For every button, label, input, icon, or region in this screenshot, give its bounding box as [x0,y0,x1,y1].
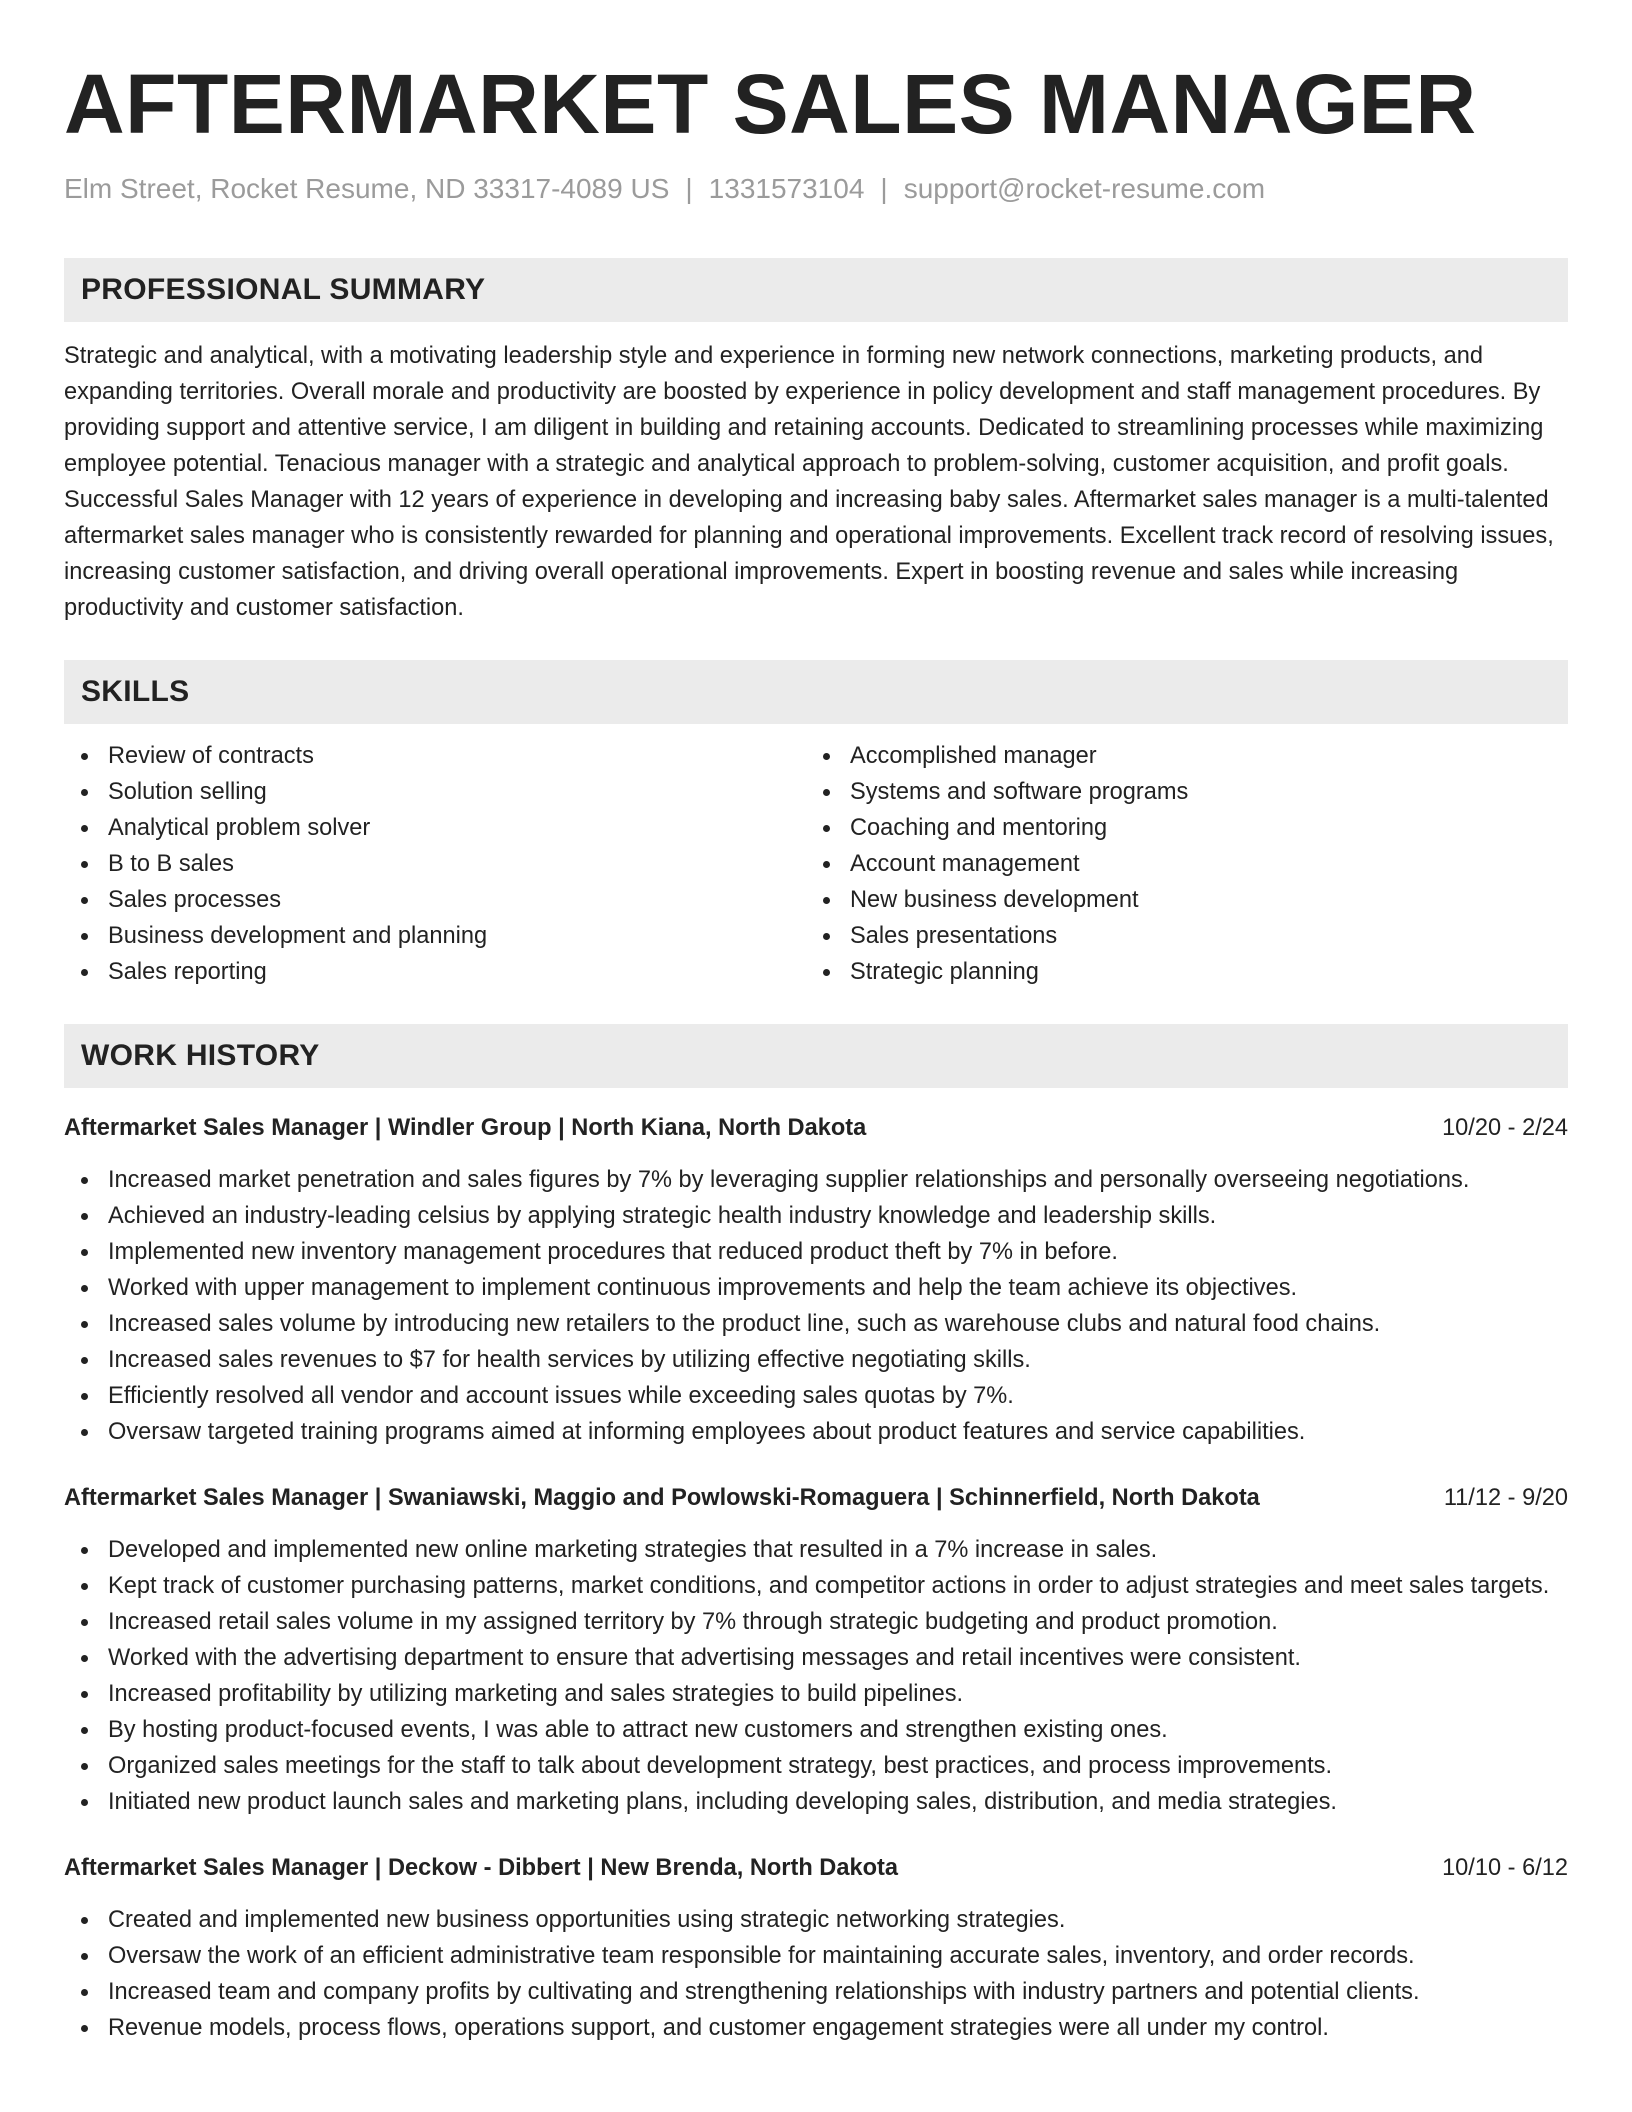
job-bullet: Revenue models, process flows, operations support, and customer engagement strategies were all under my control. [64,2010,1568,2046]
skill-item: Systems and software programs [806,774,1548,810]
job-bullet: Organized sales meetings for the staff to talk about development strategy, best practices, and process improvements. [64,1748,1568,1784]
job-bullet: Increased retail sales volume in my assigned territory by 7% through strategic budgeting and product promotion. [64,1604,1568,1640]
contact-separator: | [685,173,693,204]
job-dates: 11/12 - 9/20 [1443,1485,1568,1511]
contact-separator: | [880,173,888,204]
job-dates: 10/20 - 2/24 [1442,1115,1568,1141]
job-bullet: Increased team and company profits by cultivating and strengthening relationships with industry partners and potential clients. [64,1974,1568,2010]
job-title-row [64,1480,1568,1516]
job-bullet: Increased sales revenues to $7 for health services by utilizing effective negotiating skills. [64,1342,1568,1378]
job-bullet: Achieved an industry-leading celsius by applying strategic health industry knowledge and leadership skills. [64,1198,1568,1234]
skills-list [64,738,1568,990]
skill-item: Sales reporting [64,954,806,990]
contact-email: support@rocket-resume.com [903,173,1266,204]
contact-line [64,170,1568,208]
job-dates: 10/10 - 6/12 [1442,1855,1568,1881]
skill-item: Account management [806,846,1548,882]
job-bullets [64,1532,1568,1820]
skill-item: Analytical problem solver [64,810,806,846]
skill-item: Review of contracts [64,738,806,774]
job-title-row [64,1850,1568,1886]
job-bullet: Worked with upper management to implement continuous improvements and help the team achieve its objectives. [64,1270,1568,1306]
skill-item: Solution selling [64,774,806,810]
skills-column-left [64,738,806,990]
job-bullet: By hosting product-focused events, I was able to attract new customers and strengthen existing ones. [64,1712,1568,1748]
job-title-row [64,1110,1568,1146]
job-bullet: Kept track of customer purchasing patterns, market conditions, and competitor actions in order to adjust strategies and meet sales targets. [64,1568,1568,1604]
skill-item: B to B sales [64,846,806,882]
job-title: Aftermarket Sales Manager | Deckow - Dibbert | New Brenda, North Dakota [64,1855,898,1881]
job-title: Aftermarket Sales Manager | Windler Group | North Kiana, North Dakota [64,1115,867,1141]
job-bullet: Worked with the advertising department to ensure that advertising messages and retail incentives were consistent. [64,1640,1568,1676]
contact-address: Elm Street, Rocket Resume, ND 33317-4089 US [64,173,670,204]
skill-item: Coaching and mentoring [806,810,1548,846]
skills-heading: SKILLS [64,660,1568,724]
job-entry [64,1110,1568,1450]
job-bullet: Initiated new product launch sales and marketing plans, including developing sales, distribution, and media strategies. [64,1784,1568,1820]
skill-item: Strategic planning [806,954,1548,990]
job-bullets [64,1902,1568,2046]
skill-item: New business development [806,882,1548,918]
skill-item: Sales presentations [806,918,1548,954]
resume-name: AFTERMARKET SALES MANAGER [64,57,1477,151]
job-entry [64,1480,1568,1820]
skill-item: Business development and planning [64,918,806,954]
skill-item: Accomplished manager [806,738,1548,774]
job-bullet: Created and implemented new business opportunities using strategic networking strategies. [64,1902,1568,1938]
job-bullet: Implemented new inventory management procedures that reduced product theft by 7% in before. [64,1234,1568,1270]
work-history-heading: WORK HISTORY [64,1024,1568,1088]
job-bullet: Increased sales volume by introducing new retailers to the product line, such as warehouse clubs and natural food chains. [64,1306,1568,1342]
job-bullet: Efficiently resolved all vendor and account issues while exceeding sales quotas by 7%. [64,1378,1568,1414]
job-bullet: Increased profitability by utilizing marketing and sales strategies to build pipelines. [64,1676,1568,1712]
job-bullet: Oversaw the work of an efficient administrative team responsible for maintaining accurate sales, inventory, and order records. [64,1938,1568,1974]
job-entry [64,1850,1568,2046]
skills-column-right [806,738,1548,990]
job-bullet: Oversaw targeted training programs aimed at informing employees about product features and service capabilities. [64,1414,1568,1450]
job-bullet: Developed and implemented new online marketing strategies that resulted in a 7% increase in sales. [64,1532,1568,1568]
skill-item: Sales processes [64,882,806,918]
summary-heading: PROFESSIONAL SUMMARY [64,258,1568,322]
job-bullets [64,1162,1568,1450]
summary-text: Strategic and analytical, with a motivating leadership style and experience in forming new network connections, marketing products, and expanding territories. Overall morale and productivity are boosted by experience in policy development and staff management procedures. By providing support and attentive service, I am diligent in building and retaining accounts. Dedicated to streamlining processes while maximizing employee potential. Tenacious manager with a strategic and analytical approach to problem-solving, customer acquisition, and profit goals. Successful Sales Manager with 12 years of experience in developing and increasing baby sales. Aftermarket sales manager is a multi-talented aftermarket sales manager who is consistently rewarded for planning and operational improvements. Excellent track record of resolving issues, increasing customer satisfaction, and driving overall operational improvements. Expert in boosting revenue and sales while increasing productivity and customer satisfaction. [64,343,1554,621]
job-bullet: Increased market penetration and sales figures by 7% by leveraging supplier relationships and personally overseeing negotiations. [64,1162,1568,1198]
job-title: Aftermarket Sales Manager | Swaniawski, Maggio and Powlowski-Romaguera | Schinnerfield, North Dakota [64,1485,1260,1511]
contact-phone: 1331573104 [708,173,865,204]
